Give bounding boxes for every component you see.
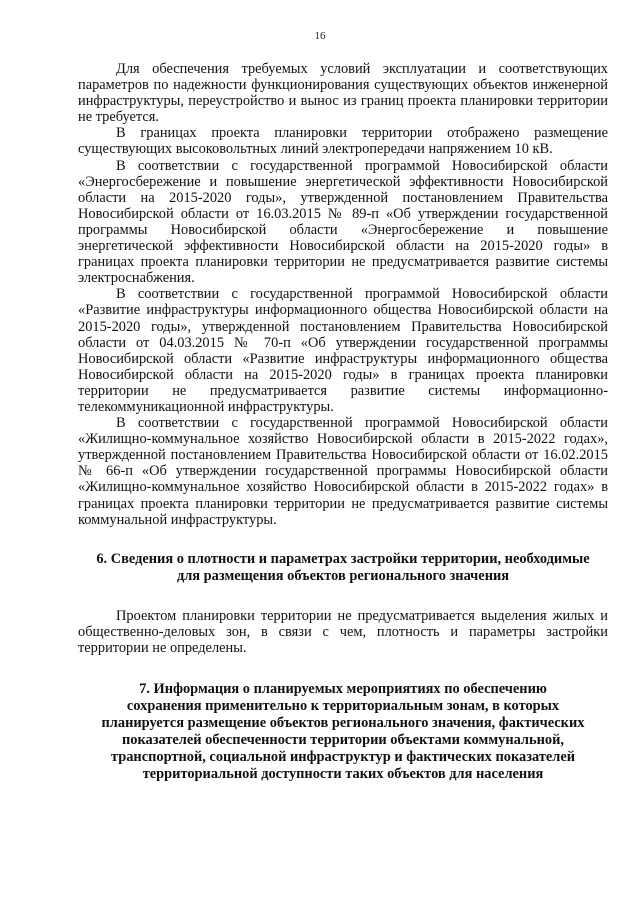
paragraph-energy-program: В соответствии с государственной программой Новосибирской области «Энергосбережение и повышение энергетической эффективности Новосибирской области на 2015-2020 годы», утвержденной постановлением Правительства Новосибирской области от 16.03.2015 № 89-п «Об утверждении государственной программы Новосибирской области «Энергосбережение и повышение энергетической эффективности Новосибирской области на 2015-2020 годы» в границах проекта планировки территории не предусматривается развитие системы электроснабжения. [78, 157, 608, 287]
section-6-heading [78, 551, 608, 585]
section-7-heading-line: территориальной доступности таких объектов для населения [142, 766, 544, 782]
section-6-heading-line-2: для размещения объектов регионального значения [176, 567, 510, 584]
section-7-heading-line: транспортной, социальной инфраструктур и фактических показателей [110, 749, 576, 765]
paragraph-power-lines: В границах проекта планировки территории отображено размещение существующих высоковольтных линий электропередачи напряжением 10 кВ. [78, 125, 608, 158]
paragraph-housing-utilities-program: В соответствии с государственной программой Новосибирской области «Жилищно-коммунальное хозяйство Новосибирской области в 2015-2022 годах», утвержденной постановлением Правительства Новосибирской области от 16.02.2015 № 66-п «Об утверждении государственной программы Новосибирской области «Жилищно-коммунальное хозяйство Новосибирской области в 2015-2022 годах» в границах проекта планировки территории не предусматривается развитие системы коммунальной инфраструктуры. [78, 415, 608, 528]
body-text [78, 61, 608, 783]
section-7-heading-line: планируется размещение объектов регионального значения, фактических [101, 715, 585, 731]
section-6-heading-line-1: 6. Сведения о плотности и параметрах застройки территории, необходимые [96, 550, 590, 567]
section-7-heading [78, 681, 608, 783]
section-6-paragraph: Проектом планировки территории не предусматривается выделения жилых и общественно-деловых зон, в связи с чем, плотность и параметры застройки территории не определены. [78, 607, 608, 656]
section-7-heading-line: сохранения применительно к территориальным зонам, в которых [126, 698, 560, 714]
paragraph-infrastructure-maintenance: Для обеспечения требуемых условий эксплуатации и соответствующих параметров по надежности функционирования существующих объектов инженерной инфраструктуры, переустройство и вынос из границ проекта планировки территории не требуется. [78, 61, 608, 126]
page-number: 16 [314, 30, 326, 42]
paragraph-information-program: В соответствии с государственной программой Новосибирской области «Развитие инфраструктуры информационного общества Новосибирской области на 2015-2020 годы», утвержденной постановлением Правительства Новосибирской области от 04.03.2015 № 70-п «Об утверждении государственной программы Новосибирской области «Развитие инфраструктуры информационного общества Новосибирской области на 2015-2020 годы» в границах проекта планировки территории не предусматривается развитие системы информационно-телекоммуникационной инфраструктуры. [78, 286, 608, 415]
section-7-heading-line: 7. Информация о планируемых мероприятиях по обеспечению [139, 681, 547, 697]
section-7-heading-line: показателей обеспеченности территории объектами коммунальной, [121, 732, 564, 748]
